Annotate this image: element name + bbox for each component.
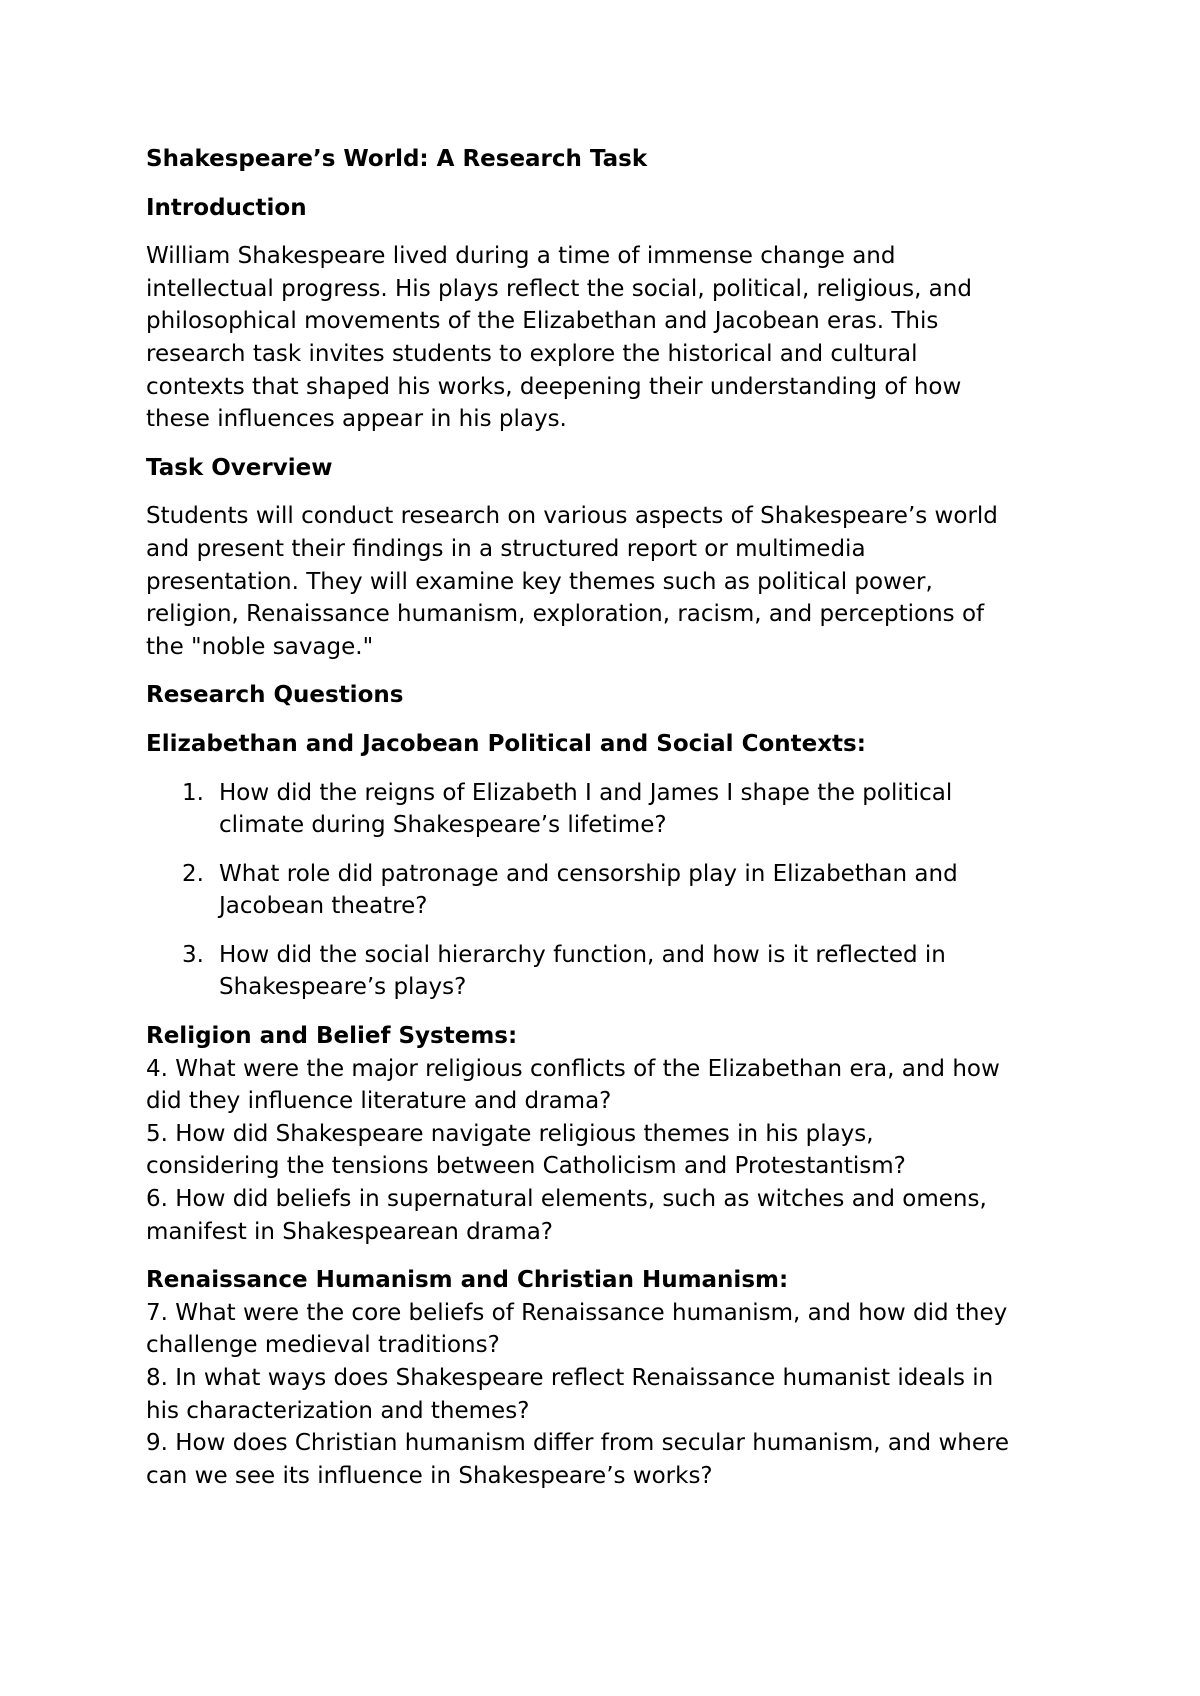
- question-line: 9. How does Christian humanism differ from secular humanism, and where: [146, 1430, 1010, 1457]
- section-heading-religion: Religion and Belief Systems:: [146, 1023, 518, 1050]
- question-line: 5. How did Shakespeare navigate religious themes in his plays,: [146, 1120, 874, 1147]
- list-item-line: How did the reigns of Elizabeth I and James I shape the political: [219, 779, 953, 806]
- introduction-heading: Introduction: [146, 194, 307, 221]
- question-line: manifest in Shakespearean drama?: [146, 1218, 553, 1245]
- overview-line: the "noble savage.": [146, 633, 374, 660]
- list-item-number: 2.: [182, 860, 204, 887]
- introduction-line: intellectual progress. His plays reflect the social, political, religious, and: [146, 275, 972, 302]
- religion-questions: [146, 1053, 1076, 1249]
- question-line: considering the tensions between Catholicism and Protestantism?: [146, 1153, 906, 1180]
- overview-line: religion, Renaissance humanism, exploration, racism, and perceptions of: [146, 601, 985, 628]
- list-item-number: 1.: [182, 779, 204, 806]
- research-questions-heading: Research Questions: [146, 682, 404, 709]
- list-item-line: Jacobean theatre?: [219, 893, 428, 920]
- task-overview-heading: Task Overview: [146, 454, 333, 481]
- question-line: can we see its influence in Shakespeare’s works?: [146, 1462, 713, 1489]
- political-questions-list: [146, 777, 1076, 1005]
- list-item: [146, 939, 1076, 1004]
- document-page: [146, 143, 1076, 1492]
- list-item-line: What role did patronage and censorship play in Elizabethan and: [219, 860, 958, 887]
- question-line: 7. What were the core beliefs of Renaissance humanism, and how did they: [146, 1299, 1008, 1326]
- introduction-line: these influences appear in his plays.: [146, 406, 567, 433]
- overview-line: and present their findings in a structured report or multimedia: [146, 535, 866, 562]
- question-line: challenge medieval traditions?: [146, 1332, 500, 1359]
- humanism-questions: [146, 1297, 1076, 1493]
- introduction-line: contexts that shaped his works, deepening their understanding of how: [146, 373, 962, 400]
- list-item: [146, 777, 1076, 842]
- introduction-line: William Shakespeare lived during a time of immense change and: [146, 243, 896, 270]
- section-heading-political: Elizabethan and Jacobean Political and Social Contexts:: [146, 730, 866, 757]
- list-item-number: 3.: [182, 941, 204, 968]
- question-line: 6. How did beliefs in supernatural elements, such as witches and omens,: [146, 1186, 987, 1213]
- overview-line: Students will conduct research on various aspects of Shakespeare’s world: [146, 503, 998, 530]
- question-line: 4. What were the major religious conflicts of the Elizabethan era, and how: [146, 1055, 1000, 1082]
- list-item-line: climate during Shakespeare’s lifetime?: [219, 812, 667, 839]
- document-title: Shakespeare’s World: A Research Task: [146, 146, 648, 172]
- section-heading-humanism: Renaissance Humanism and Christian Humanism:: [146, 1267, 789, 1294]
- question-line: his characterization and themes?: [146, 1397, 530, 1424]
- introduction-paragraph: [146, 240, 1076, 436]
- question-line: did they influence literature and drama?: [146, 1088, 612, 1115]
- list-item-line: Shakespeare’s plays?: [219, 974, 467, 1001]
- list-item: [146, 858, 1076, 923]
- overview-line: presentation. They will examine key themes such as political power,: [146, 568, 933, 595]
- question-line: 8. In what ways does Shakespeare reflect Renaissance humanist ideals in: [146, 1365, 994, 1391]
- list-item-line: How did the social hierarchy function, and how is it reflected in: [219, 941, 946, 968]
- task-overview-paragraph: [146, 500, 1076, 663]
- introduction-line: research task invites students to explore the historical and cultural: [146, 340, 918, 367]
- introduction-line: philosophical movements of the Elizabethan and Jacobean eras. This: [146, 308, 939, 335]
